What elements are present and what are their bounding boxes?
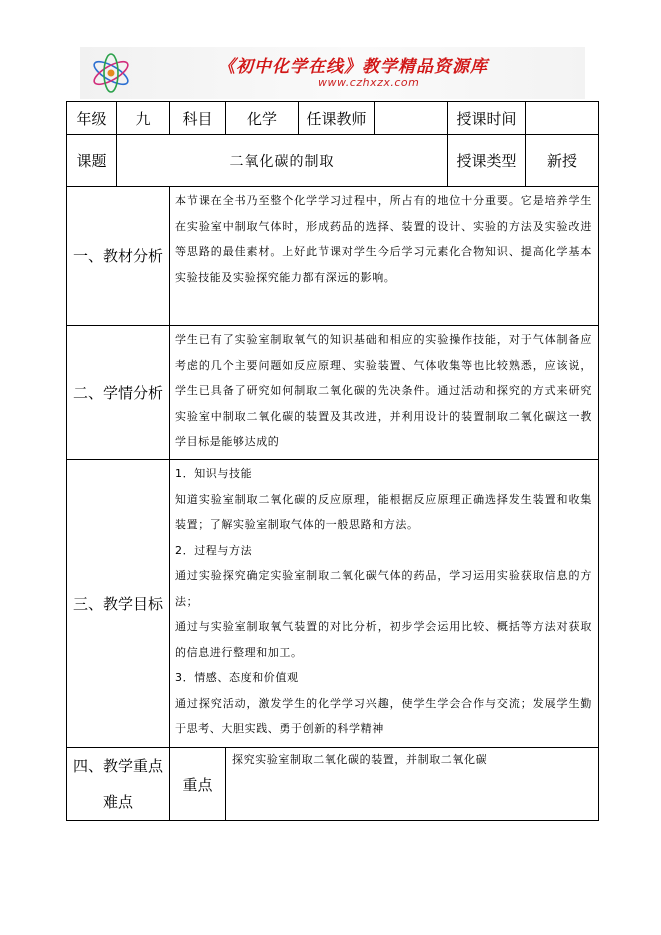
goal-heading-attitude: 3．情感、态度和价值观: [175, 671, 299, 684]
goal-paragraph-knowledge: 知道实验室制取二氧化碳的反应原理，能根据反应原理正确选择发生装置和收集装置；了解实验室制取气体的一般思路和方法。: [175, 492, 592, 531]
grade-value: 九: [117, 102, 170, 135]
key-points-label-line1: 四、教学重点: [72, 757, 163, 775]
goal-paragraph-process-2: 通过与实验室制取氧气装置的对比分析，初步学会运用比较、概括等方法对获取的信息进行整理和加工。: [175, 620, 592, 659]
lesson-plan-table: [66, 101, 599, 821]
subject-label: 科目: [170, 102, 226, 135]
goal-paragraph-attitude: 通过探究活动，激发学生的化学学习兴趣，使学生学会合作与交流；发展学生勤于思考、大胆实践、勇于创新的科学精神: [175, 696, 592, 735]
teaching-goals-label: 三、教学目标: [67, 460, 170, 748]
key-points-label: [67, 748, 170, 821]
goal-heading-knowledge: 1．知识与技能: [175, 467, 253, 480]
teaching-goals-text: [170, 460, 599, 748]
type-value: 新授: [526, 135, 599, 187]
type-label: 授课类型: [448, 135, 526, 187]
textbook-analysis-paragraph: 本节课在全书乃至整个化学学习过程中，所占有的地位十分重要。它是培养学生在实验室中制取气体时，形成药品的选择、装置的设计、实验的方法及实验改进等思路的最佳素材。上好此节课对学生今后学习元素化合物知识、提高化学基本实验技能及实验探究能力都有深远的影响。: [175, 194, 592, 284]
brand-title: 《初中化学在线》教学精品资源库: [218, 57, 488, 77]
header-banner: [80, 47, 585, 99]
student-analysis-text: [170, 326, 599, 460]
topic-value: 二氧化碳的制取: [117, 135, 448, 187]
site-url: www.czhxzx.com: [318, 76, 420, 89]
textbook-analysis-text: [170, 187, 599, 326]
topic-label: 课题: [67, 135, 117, 187]
key-points-text: 探究实验室制取二氧化碳的装置，并制取二氧化碳: [226, 748, 599, 821]
subject-value: 化学: [226, 102, 299, 135]
student-analysis-paragraph: 学生已有了实验室制取氧气的知识基础和相应的实验操作技能，对于气体制备应考虑的几个主要问题如反应原理、实验装置、气体收集等也比较熟悉，应该说，学生已具备了研究如何制取二氧化碳的先决条件。通过活动和探究的方式来研究实验室中制取二氧化碳的装置及其改进，并利用设计的装置制取二氧化碳这一教学目标是能够达成的: [175, 333, 592, 448]
goal-paragraph-process-1: 通过实验探究确定实验室制取二氧化碳气体的药品，学习运用实验获取信息的方法；: [175, 569, 592, 608]
key-points-sub-label: 重点: [170, 748, 226, 821]
time-value: [526, 102, 599, 135]
student-analysis-label: 二、学情分析: [67, 326, 170, 460]
atom-logo-icon: [88, 50, 134, 96]
time-label: 授课时间: [448, 102, 526, 135]
goal-heading-process: 2．过程与方法: [175, 543, 253, 557]
textbook-analysis-label: 一、教材分析: [67, 187, 170, 326]
key-points-label-line2: 难点: [102, 793, 133, 811]
grade-label: 年级: [67, 102, 117, 135]
teacher-value: [375, 102, 448, 135]
teacher-label: 任课教师: [299, 102, 375, 135]
